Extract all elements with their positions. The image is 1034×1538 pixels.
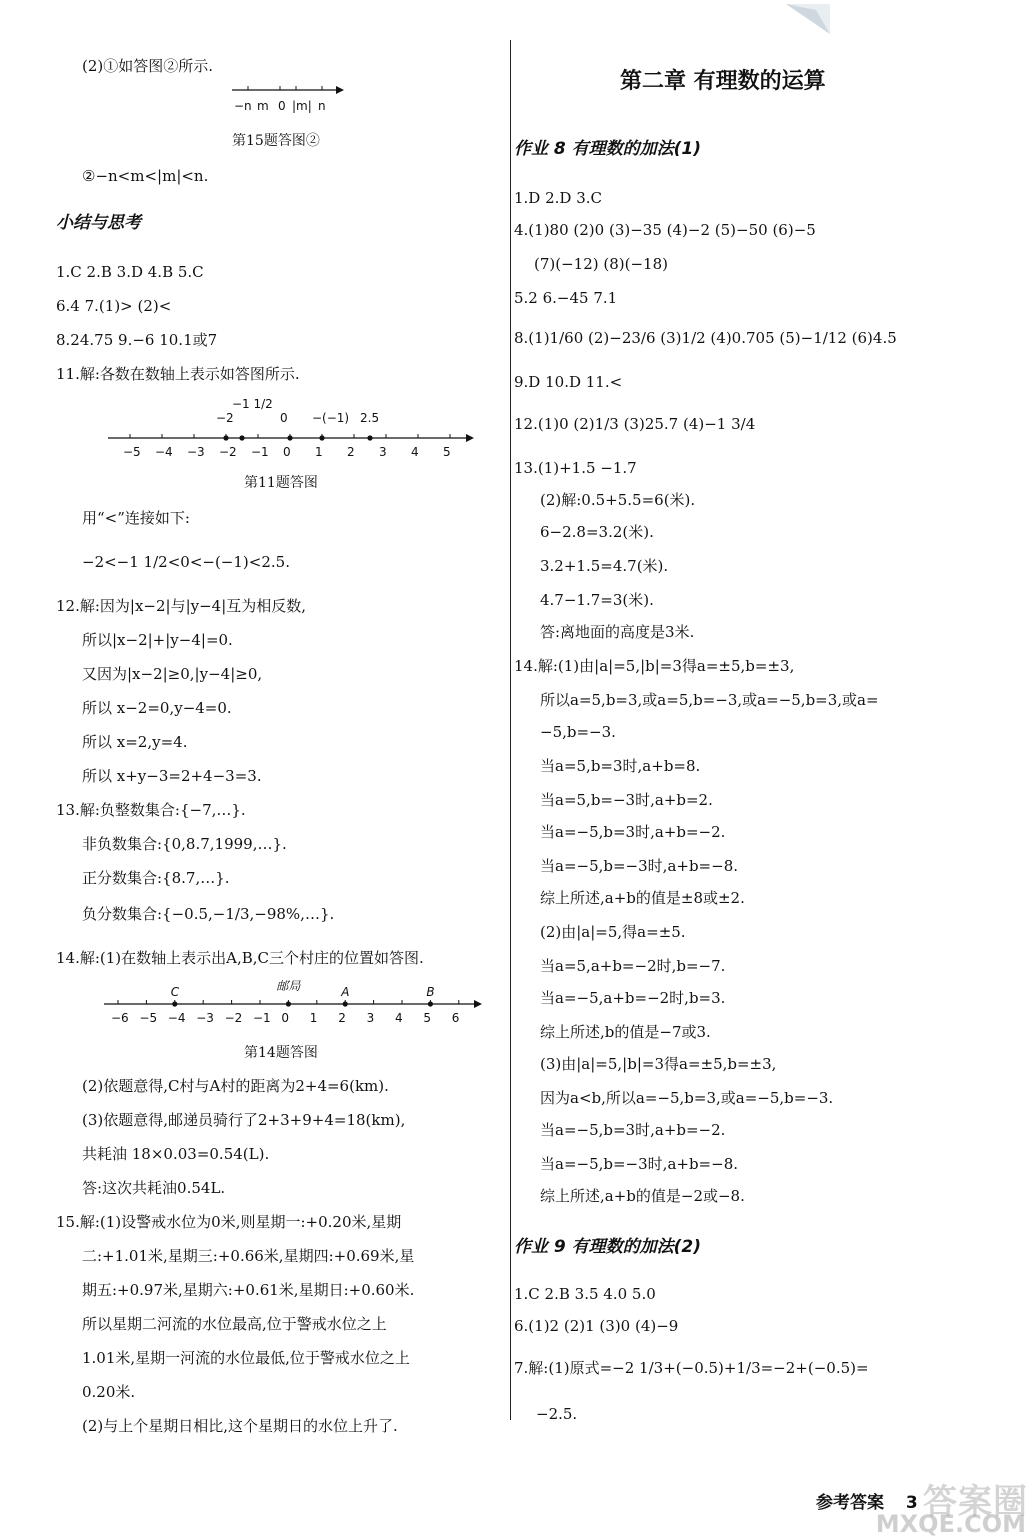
answer-line: 当a=−5,b=−3时,a+b=−8. xyxy=(540,857,739,875)
tick-label: 0 xyxy=(283,445,291,459)
answer-line: (2)由|a|=5,得a=±5. xyxy=(540,923,686,941)
answer-line: 所以 x−2=0,y−4=0. xyxy=(82,699,232,717)
tick-label: 4 xyxy=(411,445,419,459)
answer-line: 5.2 6.−45 7.1 xyxy=(514,289,618,307)
answer-line: (2)解:0.5+5.5=6(米). xyxy=(540,491,696,509)
section-heading: 小结与思考 xyxy=(56,213,141,233)
tick-label: 3 xyxy=(379,445,387,459)
answer-line: 12.(1)0 (2)1/3 (3)25.7 (4)−1 3/4 xyxy=(514,415,756,433)
chapter-title: 第二章 有理数的运算 xyxy=(620,69,826,94)
answer-line: (2)①如答图②所示. xyxy=(82,57,214,75)
tick-label: 0 xyxy=(281,1011,290,1025)
point-label: B xyxy=(426,985,435,999)
tick-label: n xyxy=(318,99,326,113)
answer-line: 当a=5,a+b=−2时,b=−7. xyxy=(540,957,726,975)
answer-line: 又因为|x−2|≥0,|y−4|≥0, xyxy=(82,665,263,683)
page-number: 3 xyxy=(905,1493,918,1513)
answer-line: 6−2.8=3.2(米). xyxy=(540,523,654,541)
watermark-logo: 答案圈 xyxy=(923,1482,1028,1522)
answer-line: 答:这次共耗油0.54L. xyxy=(82,1179,226,1197)
tick-label: 1 xyxy=(315,445,323,459)
answer-line: 1.D 2.D 3.C xyxy=(514,189,603,207)
tick-label: 1 xyxy=(309,1011,318,1025)
point-marker xyxy=(343,1001,348,1006)
tick-label: −2 xyxy=(219,445,237,459)
tick-label: 0 xyxy=(278,99,286,113)
figure-caption: 第14题答图 xyxy=(244,1045,318,1061)
figure-caption: 第15题答图② xyxy=(232,133,320,149)
tick-label: 2 xyxy=(347,445,355,459)
answer-line: 综上所述,b的值是−7或3. xyxy=(540,1023,711,1041)
answer-line: 当a=5,b=3时,a+b=8. xyxy=(540,757,701,775)
tick-label: −5 xyxy=(139,1011,158,1025)
answer-line: (3)依题意得,邮递员骑行了2+3+9+4=18(km), xyxy=(82,1111,406,1129)
answer-line: 非负数集合:{0,8.7,1999,…}. xyxy=(82,835,287,853)
column-divider xyxy=(510,40,511,1420)
tick-label: 5 xyxy=(423,1011,432,1025)
point-label: C xyxy=(170,985,180,999)
point-marker xyxy=(172,1001,177,1006)
answer-line: 0.20米. xyxy=(82,1383,136,1401)
tick-label: 3 xyxy=(366,1011,375,1025)
tick-label: 4 xyxy=(395,1011,403,1025)
point-marker xyxy=(319,435,324,440)
tick-label: −n xyxy=(234,99,252,113)
answer-line: 所以|x−2|+|y−4|=0. xyxy=(82,631,233,649)
answer-line: 14.解:(1)由|a|=5,|b|=3得a=±5,b=±3, xyxy=(514,657,795,675)
answer-line: 4.(1)80 (2)0 (3)−35 (4)−2 (5)−50 (6)−5 xyxy=(514,221,816,239)
point-marker xyxy=(286,1001,291,1006)
answer-line: 8.24.75 9.−6 10.1或7 xyxy=(56,331,218,349)
section-heading: 作业 9 有理数的加法(2) xyxy=(514,1237,702,1257)
answer-line: 13.解:负整数集合:{−7,…}. xyxy=(56,801,246,819)
answer-line: −2.5. xyxy=(536,1405,578,1423)
point-marker xyxy=(367,435,372,440)
tick-label: 5 xyxy=(443,445,451,459)
tick-label: −4 xyxy=(155,445,173,459)
answer-line: 1.C 2.B 3.D 4.B 5.C xyxy=(56,263,204,281)
answer-line: 4.7−1.7=3(米). xyxy=(540,591,654,609)
tick-label: −2 xyxy=(224,1011,243,1025)
page-curl-decoration xyxy=(786,4,830,36)
tick-label: −1 xyxy=(253,1011,271,1025)
answer-line: 正分数集合:{8.7,…}. xyxy=(82,869,230,887)
point-label: −1 1/2 xyxy=(232,397,273,411)
answer-line: 3.2+1.5=4.7(米). xyxy=(540,557,669,575)
answer-line: 1.01米,星期一河流的水位最低,位于警戒水位之上 xyxy=(82,1349,410,1367)
tick-label: −6 xyxy=(111,1011,129,1025)
point-marker xyxy=(223,435,228,440)
answer-line: 综上所述,a+b的值是−2或−8. xyxy=(540,1187,745,1205)
axis-arrow xyxy=(466,434,474,442)
answer-line: −5,b=−3. xyxy=(540,723,616,741)
answer-line: (2)依题意得,C村与A村的距离为2+4=6(km). xyxy=(82,1077,389,1095)
axis-arrow xyxy=(474,1000,482,1008)
tick-label: m xyxy=(257,99,269,113)
answer-line: 6.(1)2 (2)1 (3)0 (4)−9 xyxy=(514,1317,679,1335)
answer-line: 当a=−5,b=−3时,a+b=−8. xyxy=(540,1155,739,1173)
answer-line: 14.解:(1)在数轴上表示出A,B,C三个村庄的位置如答图. xyxy=(56,949,424,967)
answer-line: (2)与上个星期日相比,这个星期日的水位上升了. xyxy=(82,1417,398,1435)
answer-line: 因为a<b,所以a=−5,b=3,或a=−5,b=−3. xyxy=(540,1089,834,1107)
tick-label: |m| xyxy=(292,99,312,113)
tick-label: −3 xyxy=(196,1011,214,1025)
answer-line: 负分数集合:{−0.5,−1/3,−98%,…}. xyxy=(82,905,335,923)
answer-line: 7.解:(1)原式=−2 1/3+(−0.5)+1/3=−2+(−0.5)= xyxy=(514,1359,869,1377)
answer-line: 15.解:(1)设警戒水位为0米,则星期一:+0.20米,星期 xyxy=(56,1213,402,1231)
section-heading: 作业 8 有理数的加法(1) xyxy=(514,139,702,159)
answer-line: 9.D 10.D 11.< xyxy=(514,373,623,391)
tick-label: −4 xyxy=(167,1011,186,1025)
answer-line: 6.4 7.(1)> (2)< xyxy=(56,297,172,315)
answer-line: 当a=−5,b=3时,a+b=−2. xyxy=(540,823,726,841)
tick-label: 6 xyxy=(451,1011,460,1025)
answer-line: (7)(−12) (8)(−18) xyxy=(534,255,668,273)
point-label: A xyxy=(341,985,350,999)
answer-line: 1.C 2.B 3.5 4.0 5.0 xyxy=(514,1285,656,1303)
answer-line: 当a=−5,b=3时,a+b=−2. xyxy=(540,1121,726,1139)
point-label: −(−1) xyxy=(312,411,350,425)
answer-line: 期五:+0.97米,星期六:+0.61米,星期日:+0.60米. xyxy=(82,1281,415,1299)
footer-label: 参考答案 xyxy=(816,1493,884,1513)
answer-line: 12.解:因为|x−2|与|y−4|互为相反数, xyxy=(56,597,307,615)
number-line-q11 xyxy=(104,394,476,466)
answer-line: 所以 x=2,y=4. xyxy=(82,733,188,751)
answer-line: 所以 x+y−3=2+4−3=3. xyxy=(82,767,262,785)
answer-line: (3)由|a|=5,|b|=3得a=±5,b=±3, xyxy=(540,1055,777,1073)
answer-line: 8.(1)1/60 (2)−23/6 (3)1/2 (4)0.705 (5)−1/12 (6)4.5 xyxy=(514,329,897,347)
answer-line: 13.(1)+1.5 −1.7 xyxy=(514,459,637,477)
point-label: 0 xyxy=(280,411,288,425)
answer-line: 11.解:各数在数轴上表示如答图所示. xyxy=(56,365,300,383)
tick-label: −3 xyxy=(187,445,205,459)
answer-line: −2<−1 1/2<0<−(−1)<2.5. xyxy=(82,553,290,571)
tick-label: −1 xyxy=(251,445,269,459)
point-label: 邮局 xyxy=(276,979,301,993)
tick-label: 2 xyxy=(338,1011,346,1025)
answer-line: 答:离地面的高度是3米. xyxy=(540,623,695,641)
answer-line: 共耗油 18×0.03=0.54(L). xyxy=(82,1145,270,1163)
number-line-q15 xyxy=(226,80,346,116)
tick-label: −5 xyxy=(123,445,141,459)
number-line-q14 xyxy=(100,976,484,1034)
point-label: 2.5 xyxy=(360,411,380,425)
answer-line: 当a=−5,a+b=−2时,b=3. xyxy=(540,989,726,1007)
watermark-url: MXQE.COM xyxy=(875,1510,1026,1538)
point-marker xyxy=(287,435,292,440)
point-label: −2 xyxy=(216,411,234,425)
answer-line: ②−n<m<|m|<n. xyxy=(82,167,209,185)
figure-caption: 第11题答图 xyxy=(244,475,318,491)
answer-line: 所以a=5,b=3,或a=5,b=−3,或a=−5,b=3,或a= xyxy=(540,691,879,709)
point-marker xyxy=(428,1001,433,1006)
answer-line: 综上所述,a+b的值是±8或±2. xyxy=(540,889,745,907)
answer-line: 所以星期二河流的水位最高,位于警戒水位之上 xyxy=(82,1315,387,1333)
answer-line: 二:+1.01米,星期三:+0.66米,星期四:+0.69米,星 xyxy=(82,1247,415,1265)
answer-line: 当a=5,b=−3时,a+b=2. xyxy=(540,791,713,809)
answer-line: 用“<”连接如下: xyxy=(82,509,190,527)
point-marker xyxy=(239,435,244,440)
